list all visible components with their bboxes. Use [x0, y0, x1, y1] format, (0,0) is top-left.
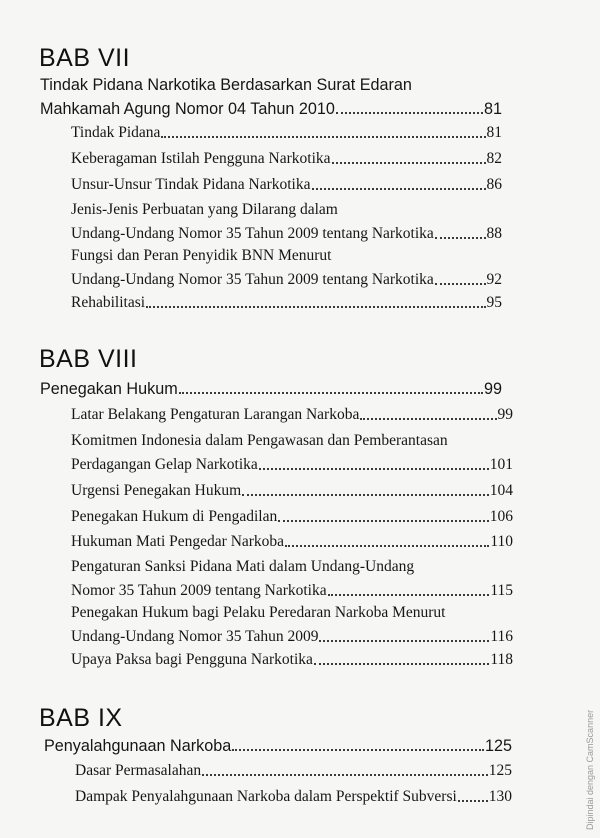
- entry-text-line: Komitmen Indonesia dalam Pengawasan dan Pemberantasan: [71, 432, 448, 449]
- toc-item: [71, 121, 502, 145]
- page-number: 125: [488, 762, 512, 779]
- dot-leader: [161, 136, 485, 138]
- entry-text-line: Undang-Undang Nomor 35 Tahun 2009 tentang Narkotika: [71, 271, 434, 288]
- page-number: 101: [489, 456, 513, 473]
- entry-text-line: Penegakan Hukum: [40, 380, 178, 398]
- entry-text-line: Nomor 35 Tahun 2009 tentang Narkotika: [71, 582, 327, 599]
- page-number: 106: [489, 508, 513, 525]
- dot-leader: [360, 418, 496, 420]
- page-number: 118: [490, 651, 513, 668]
- dot-leader: [336, 112, 483, 114]
- entry-text-line: Urgensi Penegakan Hukum: [71, 482, 242, 499]
- toc-item: [71, 147, 502, 171]
- toc-item: [71, 601, 513, 649]
- toc-item: [71, 479, 513, 503]
- page-number: 81: [486, 124, 502, 141]
- toc-item: [71, 244, 502, 292]
- entry-text-line: Tindak Pidana Narkotika Berdasarkan Surat Edaran: [40, 76, 412, 94]
- dot-leader: [332, 162, 486, 164]
- entry-text-line: Fungsi dan Peran Penyidik BNN Menurut: [71, 247, 332, 264]
- entry-text-line: Tindak Pidana: [71, 124, 161, 141]
- entry-text-line: Penegakan Hukum di Pengadilan: [71, 508, 278, 525]
- dot-leader: [435, 237, 486, 239]
- entry-text-line: Dasar Permasalahan: [75, 762, 202, 779]
- dot-leader: [458, 800, 488, 802]
- dot-leader: [202, 774, 488, 776]
- dot-leader: [259, 468, 489, 470]
- chapter-main-entry-vii: [40, 73, 502, 121]
- page-number: 125: [484, 737, 512, 755]
- entry-text-line: Unsur-Unsur Tindak Pidana Narkotika: [71, 176, 311, 193]
- chapter-heading-ix: BAB IX: [39, 704, 123, 732]
- page-number: 110: [490, 533, 513, 550]
- entry-text-line: Rehabilitasi: [71, 294, 146, 311]
- toc-item: [71, 198, 502, 246]
- entry-text-line: Pengaturan Sanksi Pidana Mati dalam Undang-Undang: [71, 558, 415, 575]
- entry-text-line: Dampak Penyalahgunaan Narkoba dalam Perspektif Subversi: [75, 788, 457, 805]
- page-number: 116: [490, 628, 513, 645]
- dot-leader: [179, 392, 483, 394]
- toc-item: [75, 759, 512, 783]
- dot-leader: [328, 594, 490, 596]
- page-number: 95: [486, 294, 502, 311]
- page-number: 115: [490, 582, 513, 599]
- page-number: 81: [483, 100, 502, 118]
- entry-text-line: Perdagangan Gelap Narkotika: [71, 456, 258, 473]
- page-number: 82: [486, 150, 502, 167]
- entry-text-line: Penegakan Hukum bagi Pelaku Peredaran Narkoba Menurut: [71, 604, 446, 621]
- entry-text-line: Latar Belakang Pengaturan Larangan Narkoba: [71, 406, 360, 423]
- scanner-watermark: [579, 700, 597, 830]
- dot-leader: [146, 306, 485, 308]
- entry-text-line: Penyalahgunaan Narkoba: [44, 737, 232, 755]
- page-number: 99: [497, 406, 513, 423]
- page-number: 104: [489, 482, 513, 499]
- entry-text-line: Undang-Undang Nomor 35 Tahun 2009: [71, 628, 319, 645]
- dot-leader: [278, 520, 489, 522]
- page-number: 86: [486, 176, 502, 193]
- dot-leader: [285, 545, 489, 547]
- toc-item: [71, 173, 502, 197]
- dot-leader: [314, 663, 489, 665]
- entry-text-line: Mahkamah Agung Nomor 04 Tahun 2010: [40, 100, 335, 118]
- entry-text-line: Upaya Paksa bagi Pengguna Narkotika: [71, 651, 313, 668]
- chapter-main-entry-viii: [40, 377, 502, 401]
- entry-text-line: Undang-Undang Nomor 35 Tahun 2009 tentang Narkotika: [71, 225, 434, 242]
- toc-item: [71, 530, 513, 554]
- toc-item: [71, 403, 513, 427]
- dot-leader: [319, 640, 489, 642]
- entry-text-line: Hukuman Mati Pengedar Narkoba: [71, 533, 285, 550]
- chapter-heading-viii: BAB VIII: [39, 345, 138, 373]
- entry-text-line: Jenis-Jenis Perbuatan yang Dilarang dalam: [71, 201, 338, 218]
- chapter-heading-vii: BAB VII: [39, 44, 131, 72]
- chapter-main-entry-ix: [44, 734, 512, 758]
- toc-item: [71, 648, 513, 672]
- dot-leader: [312, 188, 486, 190]
- entry-text-line: Keberagaman Istilah Pengguna Narkotika: [71, 150, 331, 167]
- toc-item: [71, 505, 513, 529]
- toc-item: [71, 291, 502, 315]
- toc-item: [75, 785, 512, 809]
- page-number: 130: [488, 788, 512, 805]
- page-number: 99: [483, 380, 502, 398]
- page-number: 88: [486, 225, 502, 242]
- dot-leader: [232, 749, 484, 751]
- dot-leader: [435, 283, 486, 285]
- page-number: 92: [486, 271, 502, 288]
- toc-item: [71, 555, 513, 603]
- dot-leader: [242, 494, 489, 496]
- watermark-text: Dipindai dengan CamScanner: [585, 709, 595, 830]
- toc-item: [71, 429, 513, 477]
